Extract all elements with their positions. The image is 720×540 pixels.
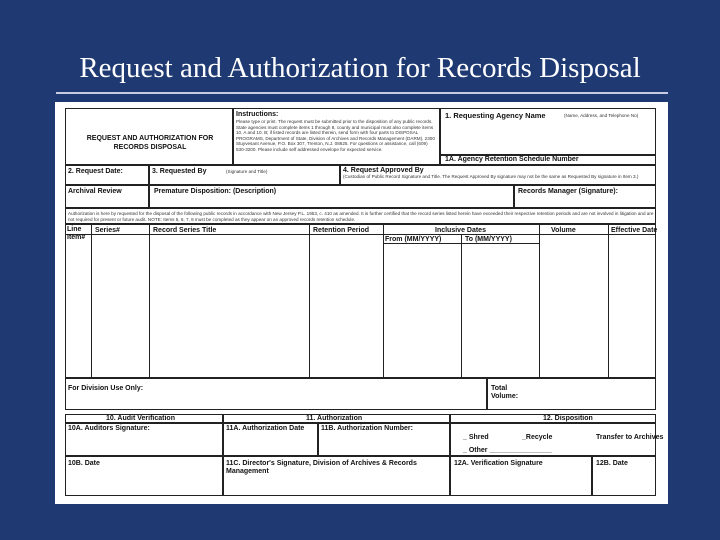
total-volume-label: Total Volume: — [491, 385, 519, 400]
col-to: To (MM/YYYY) — [465, 236, 512, 243]
instructions-text: Please type or print. The request must be submitted prior to the disposition of any public records. State agencies must complete items 1 through 8, county and municipal must also complete items 10. A and 10. B; if listed records are listed therein, send form with four parts to DISPOSAL PROGRAMS, Department of State, Division of Archives and Records Management (DARM), 2300 Stuyvesant Avenue, P.O. Box 307, Trenton, N.J. 08625. For questions or assistance, call (609) 530-3200. Please include self addressed envelope for expected service. — [236, 119, 435, 152]
col-divider-3 — [309, 224, 310, 378]
form-heading: REQUEST AND AUTHORIZATION FOR RECORDS DISPOSAL — [86, 135, 214, 151]
premature-disposition-label: Premature Disposition: (Description) — [154, 188, 277, 195]
col-line-item: Line Item# — [67, 226, 86, 241]
agency-name-hint: (Name, Address, and Telephone No) — [564, 113, 639, 118]
directors-signature-field[interactable] — [223, 456, 450, 496]
disposition-date-field[interactable] — [592, 456, 656, 496]
authorization-number-field[interactable] — [318, 423, 450, 456]
records-manager-label: Records Manager (Signature): — [518, 188, 618, 195]
disposition-options — [450, 423, 664, 456]
request-date-label: 2. Request Date: — [68, 168, 123, 175]
col-divider-5 — [461, 234, 462, 378]
premature-disposition-field[interactable] — [149, 185, 514, 208]
verification-signature-label: 12A. Verification Signature — [454, 460, 543, 467]
approved-by-hint: (Custodian of Public Record Signature and Title. The Request Approved By signature may not be the same as Requested By signature in Item 3.) — [343, 174, 639, 179]
col-divider-2 — [149, 224, 150, 378]
shred-option[interactable]: _ Shred — [463, 434, 489, 441]
verification-signature-field[interactable] — [450, 456, 592, 496]
col-record-series-title: Record Series Title — [153, 227, 217, 234]
section-10-header — [65, 414, 223, 423]
retention-schedule-field[interactable] — [440, 155, 656, 165]
directors-signature-label: 11C. Director's Signature, Division of Archives & Records Management — [226, 460, 417, 475]
col-volume: Volume — [551, 227, 576, 234]
division-use-field[interactable] — [65, 378, 487, 410]
col-series: Series# — [95, 227, 120, 234]
section-10-label: 10. Audit Verification — [106, 415, 175, 422]
col-divider-6 — [539, 224, 540, 378]
instructions-label: Instructions: — [236, 111, 279, 118]
audit-date-label: 10B. Date — [68, 460, 100, 467]
requested-by-label: 3. Requested By — [152, 168, 207, 175]
agency-name-field[interactable] — [440, 108, 656, 155]
col-retention-period: Retention Period — [313, 227, 370, 234]
section-12-header — [450, 414, 656, 423]
col-divider-7 — [608, 224, 609, 378]
archival-review-field[interactable] — [65, 185, 149, 208]
slide-title: Request and Authorization for Records Disposal — [79, 52, 641, 84]
col-divider-1 — [91, 224, 92, 378]
col-from: From (MM/YYYY) — [385, 236, 442, 243]
title-underline — [56, 92, 668, 94]
disposition-date-label: 12B. Date — [596, 460, 628, 467]
auditors-signature-field[interactable] — [65, 423, 223, 456]
disposal-form — [55, 102, 668, 504]
recycle-option[interactable]: _Recycle — [522, 434, 553, 441]
requested-by-hint: (Signature and Title) — [226, 169, 268, 174]
records-manager-field[interactable] — [514, 185, 656, 208]
col-effective-date: Effective Date — [611, 227, 658, 234]
authorization-text: Authorization is here by requested for the disposal of the following public records in accordance with New Jersey P.L. 1953, c. 410 as amended. It is further certified that the record series listed herein have exceeded their respective retention periods and are not involved in litigation and are not required for present or future audit. NOTE: Items 5, 6, 7, 8 must be completed as they appear on an approved records retention schedule. — [68, 211, 654, 222]
authorization-number-label: 11B. Authorization Number: — [321, 425, 413, 432]
requested-by-field[interactable] — [149, 165, 340, 185]
retention-schedule-label: 1A. Agency Retention Schedule Number — [445, 156, 579, 163]
col-inclusive-dates: Inclusive Dates — [435, 227, 486, 234]
section-11-label: 11. Authorization — [306, 415, 363, 422]
audit-date-field[interactable] — [65, 456, 223, 496]
division-use-label: For Division Use Only: — [68, 385, 144, 392]
instructions-box — [233, 108, 440, 165]
section-12-label: 12. Disposition — [543, 415, 593, 422]
records-table[interactable] — [65, 224, 656, 378]
authorization-date-field[interactable] — [223, 423, 318, 456]
authorization-statement — [65, 208, 656, 224]
auditors-signature-label: 10A. Auditors Signature: — [68, 425, 150, 432]
section-11-header — [223, 414, 450, 423]
total-volume-field[interactable] — [487, 378, 656, 410]
other-option[interactable]: _ Other ________________ — [463, 447, 552, 454]
approved-by-field[interactable] — [340, 165, 656, 185]
col-divider-4 — [383, 224, 384, 378]
archival-review-label: Archival Review — [68, 188, 122, 195]
authorization-date-label: 11A. Authorization Date — [226, 425, 305, 432]
request-date-field[interactable] — [65, 165, 149, 185]
approved-by-label: 4. Request Approved By — [343, 167, 424, 174]
form-heading-box — [65, 108, 233, 165]
agency-name-label: 1. Requesting Agency Name — [445, 111, 546, 120]
transfer-option[interactable]: Transfer to Archives — [596, 434, 664, 441]
